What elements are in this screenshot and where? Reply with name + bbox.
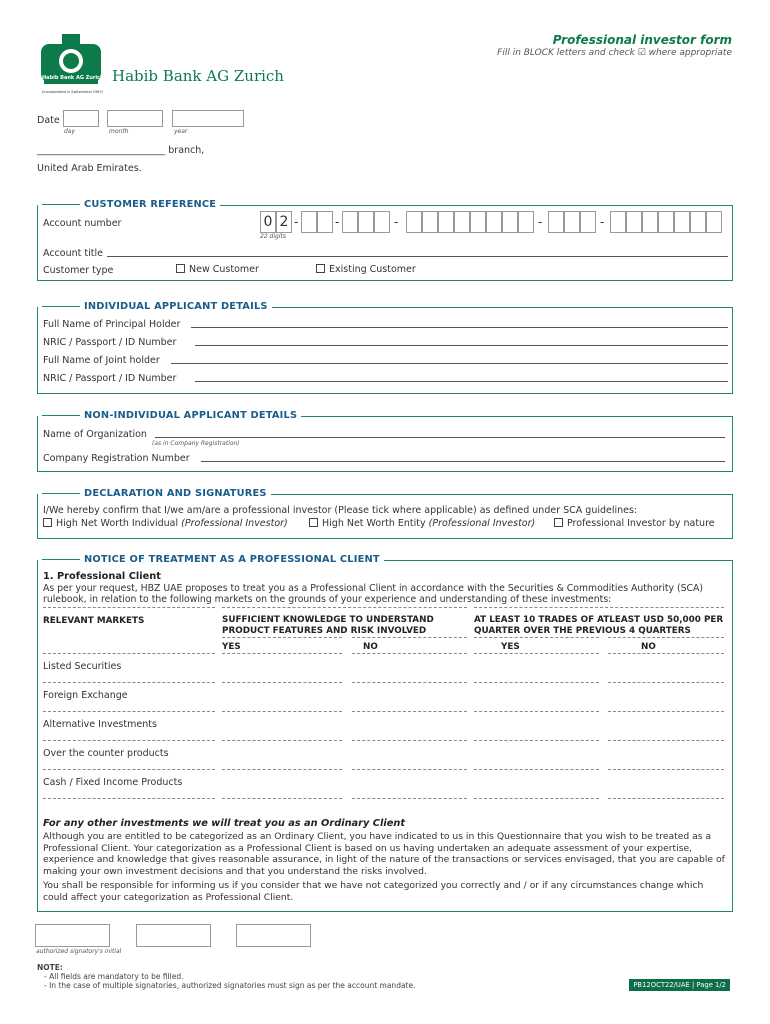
- account-digit-2: 2: [276, 211, 292, 233]
- branch-row: [37, 145, 204, 156]
- existing-customer-option[interactable]: [316, 264, 416, 275]
- table-rule: [43, 740, 215, 741]
- checkbox-icon: ☑: [637, 48, 646, 58]
- signatory-initial-box-1[interactable]: [35, 924, 110, 947]
- joint-id-label: NRIC / Passport / ID Number: [43, 373, 177, 384]
- alt-trades-yes-field[interactable]: [474, 740, 599, 741]
- account-digit[interactable]: [658, 211, 674, 233]
- account-title-label: Account title: [43, 248, 103, 259]
- notice-section: [37, 554, 733, 912]
- country-label: United Arab Emirates.: [37, 163, 142, 174]
- notice-paragraph-1: Although you are entitled to be categorized as an Ordinary Client, you have indicated to us in this Questionnaire that you wish to be treated as a Professional Client. Your categorization as a Professional Client is based on us having undertaken an adequate assessment of your expertise, experience and knowledge that gives reasonable assurance, in light of the nature of the transactions or services envisaged, that you are capable of making your own investment decisions and that you understand the risks involved.: [43, 831, 725, 877]
- customer-reference-title: CUSTOMER REFERENCE: [38, 199, 220, 210]
- listed-trades-no-field[interactable]: [608, 682, 724, 683]
- account-digit-1: 0: [260, 211, 276, 233]
- listed-knowledge-yes-field[interactable]: [222, 682, 342, 683]
- year-field[interactable]: [172, 110, 244, 127]
- table-rule: [474, 653, 599, 654]
- knowledge-yes-header: YES: [222, 642, 241, 652]
- principal-name-field[interactable]: [191, 327, 728, 328]
- cash-knowledge-yes-field[interactable]: [222, 798, 342, 799]
- alt-trades-no-field[interactable]: [608, 740, 724, 741]
- col-knowledge-header: SUFFICIENT KNOWLEDGE TO UNDERSTAND PRODUCT FEATURES AND RISK INVOLVED: [222, 615, 434, 636]
- alt-knowledge-yes-field[interactable]: [222, 740, 342, 741]
- ordinary-client-heading: For any other investments we will treat you as an Ordinary Client: [43, 818, 406, 829]
- form-subtitle: [497, 48, 732, 58]
- fx-knowledge-yes-field[interactable]: [222, 711, 342, 712]
- joint-name-label: Full Name of Joint holder: [43, 355, 160, 366]
- hnwe-note: (Professional Investor): [428, 518, 536, 529]
- table-rule: [43, 711, 215, 712]
- account-dash: -: [538, 215, 543, 229]
- hnwe-option[interactable]: [309, 518, 535, 529]
- org-note: (as in Company Registration): [152, 440, 240, 447]
- hnwe-checkbox[interactable]: [309, 518, 318, 527]
- hnwi-note: (Professional Investor): [181, 518, 288, 529]
- principal-name-row: [43, 319, 728, 330]
- table-rule: [222, 607, 467, 608]
- account-dash: -: [335, 215, 340, 229]
- new-customer-option[interactable]: [176, 264, 259, 275]
- branch-field[interactable]: ___________________________: [37, 145, 166, 156]
- account-digit[interactable]: [626, 211, 642, 233]
- note-1: - All fields are mandatory to be filled.: [44, 972, 184, 981]
- table-rule: [43, 798, 215, 799]
- col-trades-header: AT LEAST 10 TRADES OF ATLEAST USD 50,000 PER QUARTER OVER THE PREVIOUS 4 QUARTERS: [474, 615, 724, 636]
- account-digit[interactable]: [422, 211, 438, 233]
- hnwi-label: High Net Worth Individual: [56, 518, 179, 529]
- pro-nature-label: Professional Investor by nature: [567, 518, 715, 529]
- table-rule: [474, 637, 599, 638]
- month-caption: month: [109, 128, 129, 135]
- joint-id-field[interactable]: [195, 381, 728, 382]
- joint-id-row: [43, 373, 728, 384]
- principal-name-label: Full Name of Principal Holder: [43, 319, 181, 330]
- pro-nature-option[interactable]: [554, 518, 715, 529]
- account-digit[interactable]: [342, 211, 358, 233]
- market-otc-products: Over the counter products: [43, 748, 169, 759]
- account-digit[interactable]: [406, 211, 422, 233]
- form-title: Professional investor form: [552, 33, 732, 47]
- bank-logo: [36, 34, 106, 96]
- table-rule: [352, 637, 467, 638]
- joint-name-field[interactable]: [171, 363, 728, 364]
- market-alternative-investments: Alternative Investments: [43, 719, 157, 730]
- individual-title: INDIVIDUAL APPLICANT DETAILS: [38, 301, 272, 312]
- note-2: - In the case of multiple signatories, authorized signatories must sign as per the account mandate.: [44, 981, 416, 990]
- subtitle-prefix: Fill in BLOCK letters and check: [497, 48, 635, 58]
- table-rule: [43, 769, 215, 770]
- notice-intro: As per your request, HBZ UAE proposes to treat you as a Professional Client in accordance with the Securities & Commodities Authority (SCA) rulebook, in relation to the following markets on the grounds of your experience and understanding of these investments:: [43, 583, 704, 605]
- account-dash: -: [294, 215, 299, 229]
- cash-knowledge-no-field[interactable]: [352, 798, 467, 799]
- otc-trades-yes-field[interactable]: [474, 769, 599, 770]
- org-name-row: [43, 429, 725, 440]
- declaration-title: DECLARATION AND SIGNATURES: [38, 488, 271, 499]
- account-digit[interactable]: [301, 211, 317, 233]
- form-code-badge: PB12OCT22/UAE | Page 1/2: [629, 979, 730, 991]
- account-digit[interactable]: [610, 211, 626, 233]
- new-customer-checkbox[interactable]: [176, 264, 185, 273]
- non-individual-title: NON-INDIVIDUAL APPLICANT DETAILS: [38, 410, 301, 421]
- org-name-field[interactable]: [155, 437, 725, 438]
- subtitle-suffix: where appropriate: [648, 48, 732, 58]
- notice-paragraph-2: You shall be responsible for informing us if you consider that we have not categorized you correctly and / or if any circumstances change which could affect your categorization as Professional Client.: [43, 880, 704, 903]
- non-individual-section: [37, 410, 733, 472]
- market-foreign-exchange: Foreign Exchange: [43, 690, 128, 701]
- existing-customer-label: Existing Customer: [329, 264, 416, 275]
- account-dash: -: [394, 215, 399, 229]
- account-dash: -: [600, 215, 605, 229]
- logo-sub: (Incorporated in Switzerland 1967): [42, 90, 104, 94]
- org-name-label: Name of Organization: [43, 429, 147, 440]
- reg-number-label: Company Registration Number: [43, 453, 190, 464]
- bank-name: Habib Bank AG Zurich: [112, 67, 284, 85]
- reg-number-field[interactable]: [201, 461, 725, 462]
- month-field[interactable]: [107, 110, 163, 127]
- account-title-field[interactable]: [107, 256, 728, 257]
- digits-note: 22 digits: [260, 233, 286, 240]
- account-title-row: [43, 248, 728, 259]
- fx-trades-no-field[interactable]: [608, 711, 724, 712]
- otc-knowledge-no-field[interactable]: [352, 769, 467, 770]
- customer-reference-section: [37, 199, 733, 281]
- fx-knowledge-no-field[interactable]: [352, 711, 467, 712]
- cash-trades-no-field[interactable]: [608, 798, 724, 799]
- listed-knowledge-no-field[interactable]: [352, 682, 467, 683]
- hnwi-option[interactable]: [43, 518, 288, 529]
- market-listed-securities: Listed Securities: [43, 661, 122, 672]
- alt-knowledge-no-field[interactable]: [352, 740, 467, 741]
- date-label: Date: [37, 115, 60, 126]
- account-digit[interactable]: [502, 211, 518, 233]
- signatory-initial-box-3[interactable]: [236, 924, 311, 947]
- market-cash-fixed-income: Cash / Fixed Income Products: [43, 777, 183, 788]
- table-rule: [43, 653, 215, 654]
- year-caption: year: [174, 128, 188, 135]
- day-caption: day: [64, 128, 76, 135]
- notice-title: NOTICE OF TREATMENT AS A PROFESSIONAL CLIENT: [38, 554, 384, 565]
- table-rule: [222, 653, 342, 654]
- otc-trades-no-field[interactable]: [608, 769, 724, 770]
- account-number-label: Account number: [43, 218, 122, 229]
- table-rule: [222, 637, 342, 638]
- account-digit[interactable]: [706, 211, 722, 233]
- reg-number-row: [43, 453, 725, 464]
- fx-trades-yes-field[interactable]: [474, 711, 599, 712]
- principal-id-row: [43, 337, 728, 348]
- knowledge-no-header: NO: [363, 642, 378, 652]
- trades-yes-header: YES: [501, 642, 520, 652]
- otc-knowledge-yes-field[interactable]: [222, 769, 342, 770]
- table-rule: [474, 607, 724, 608]
- account-digit[interactable]: [374, 211, 390, 233]
- individual-section: [37, 301, 733, 394]
- account-digit[interactable]: [548, 211, 564, 233]
- cash-trades-yes-field[interactable]: [474, 798, 599, 799]
- hnwi-checkbox[interactable]: [43, 518, 52, 527]
- note-label: NOTE:: [37, 963, 63, 972]
- table-rule: [43, 682, 215, 683]
- signatory-initial-box-2[interactable]: [136, 924, 211, 947]
- account-digit[interactable]: [690, 211, 706, 233]
- account-digit[interactable]: [674, 211, 690, 233]
- account-digit[interactable]: [358, 211, 374, 233]
- branch-label: branch,: [168, 145, 205, 156]
- day-field[interactable]: [63, 110, 99, 127]
- logo-caption: Habib Bank AG Zurich: [42, 75, 104, 81]
- new-customer-label: New Customer: [189, 264, 259, 275]
- pro-nature-checkbox[interactable]: [554, 518, 563, 527]
- account-digit[interactable]: [438, 211, 454, 233]
- trades-no-header: NO: [641, 642, 656, 652]
- hnwe-label: High Net Worth Entity: [322, 518, 426, 529]
- table-rule: [352, 653, 467, 654]
- table-rule: [608, 653, 724, 654]
- declaration-section: [37, 488, 733, 539]
- account-digit[interactable]: [470, 211, 486, 233]
- account-number-boxes[interactable]: [260, 211, 725, 235]
- existing-customer-checkbox[interactable]: [316, 264, 325, 273]
- table-rule: [43, 607, 215, 608]
- principal-id-field[interactable]: [195, 345, 728, 346]
- account-digit[interactable]: [580, 211, 596, 233]
- account-digit[interactable]: [564, 211, 580, 233]
- joint-name-row: [43, 355, 728, 366]
- notice-subheading: 1. Professional Client: [43, 571, 161, 582]
- listed-trades-yes-field[interactable]: [474, 682, 599, 683]
- table-rule: [608, 637, 724, 638]
- account-digit[interactable]: [518, 211, 534, 233]
- declaration-text: I/We hereby confirm that I/we am/are a professional investor (Please tick where applicable) as defined under SCA guidelines:: [43, 505, 638, 516]
- signatory-caption: authorized signatory's initial: [36, 948, 122, 955]
- customer-type-label: Customer type: [43, 265, 114, 276]
- col-markets-header: RELEVANT MARKETS: [43, 616, 145, 626]
- account-digit[interactable]: [486, 211, 502, 233]
- account-digit[interactable]: [454, 211, 470, 233]
- account-digit[interactable]: [642, 211, 658, 233]
- principal-id-label: NRIC / Passport / ID Number: [43, 337, 177, 348]
- account-digit[interactable]: [317, 211, 333, 233]
